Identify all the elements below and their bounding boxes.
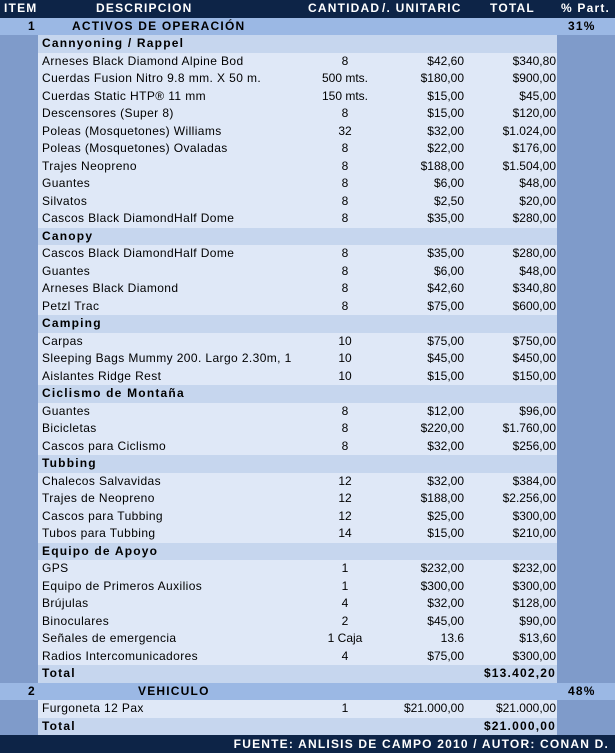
item-description: Silvatos — [42, 193, 88, 208]
group-name: Camping — [42, 316, 102, 330]
item-quantity: 4 — [341, 596, 349, 610]
row-margin — [557, 35, 615, 53]
item-description: Chalecos Salvavidas — [42, 473, 161, 488]
section-row — [0, 683, 615, 701]
item-description: Binoculares — [42, 613, 110, 628]
item-total: $210,00 — [512, 526, 556, 540]
item-quantity: 8 — [341, 263, 349, 278]
group-name: Equipo de Apoyo — [42, 543, 159, 558]
item-description: Carpas — [42, 333, 84, 348]
total-value: $13.402,20 — [483, 666, 556, 680]
row-margin — [0, 298, 38, 316]
item-quantity: 8 — [341, 176, 349, 190]
row-margin — [557, 315, 615, 333]
item-quantity: 500 mts. — [321, 71, 369, 85]
group-name: Ciclismo de Montaña — [42, 386, 185, 400]
table-row — [0, 245, 615, 263]
row-margin — [0, 210, 38, 228]
item-description: Trajes de Neopreno — [42, 491, 155, 505]
total-row — [0, 665, 615, 683]
row-margin — [557, 578, 615, 596]
item-total: $750,00 — [512, 333, 556, 348]
row-margin — [557, 123, 615, 141]
group-row — [0, 543, 615, 561]
total-label: Total — [42, 666, 76, 680]
item-total: $1.024,00 — [502, 123, 556, 138]
row-margin — [557, 298, 615, 316]
item-unit-price: $15,00 — [427, 106, 464, 120]
item-unit-price: $25,00 — [427, 508, 464, 523]
item-description: Poleas (Mosquetones) Ovaladas — [42, 141, 228, 155]
item-description: Equipo de Primeros Auxilios — [42, 578, 203, 593]
item-unit-price: $15,00 — [427, 526, 464, 540]
item-quantity: 1 — [341, 578, 349, 593]
row-margin — [557, 525, 615, 543]
item-quantity: 10 — [338, 351, 352, 365]
item-total: $450,00 — [512, 351, 556, 365]
row-margin — [557, 490, 615, 508]
table-row — [0, 280, 615, 298]
row-margin — [0, 88, 38, 106]
item-description: Furgoneta 12 Pax — [42, 701, 144, 715]
item-unit-price: $300,00 — [420, 578, 464, 593]
section-row — [0, 18, 615, 36]
row-margin — [0, 158, 38, 176]
item-unit-price: $45,00 — [427, 351, 464, 365]
row-margin — [0, 718, 38, 736]
row-margin — [0, 525, 38, 543]
item-description: Poleas (Mosquetones) Williams — [42, 123, 222, 138]
row-margin — [0, 245, 38, 263]
item-quantity: 32 — [338, 123, 352, 138]
item-quantity: 8 — [341, 281, 349, 295]
item-total: $232,00 — [512, 561, 556, 575]
group-row — [0, 228, 615, 246]
item-quantity: 8 — [341, 421, 349, 435]
item-unit-price: $15,00 — [427, 368, 464, 383]
row-margin — [0, 385, 38, 403]
table-row — [0, 333, 615, 351]
row-margin — [0, 455, 38, 473]
table-row — [0, 53, 615, 71]
row-margin — [0, 648, 38, 666]
row-margin — [557, 403, 615, 421]
item-unit-price: $35,00 — [427, 211, 464, 225]
item-description: Guantes — [42, 403, 91, 418]
item-total: $120,00 — [512, 106, 556, 120]
item-quantity: 8 — [341, 141, 349, 155]
item-total: $340,80 — [512, 53, 556, 68]
row-margin — [0, 70, 38, 88]
item-description: Cascos Black DiamondHalf Dome — [42, 246, 235, 260]
row-margin — [557, 88, 615, 106]
item-description: Cascos para Tubbing — [42, 508, 164, 523]
item-total: $96,00 — [519, 403, 556, 418]
row-margin — [0, 473, 38, 491]
table-row — [0, 700, 615, 718]
item-total: $48,00 — [519, 176, 556, 190]
row-margin — [557, 280, 615, 298]
section-title: ACTIVOS DE OPERACIÓN — [72, 18, 246, 33]
item-quantity: 10 — [338, 333, 352, 348]
item-quantity: 14 — [338, 526, 352, 540]
row-margin — [0, 543, 38, 561]
table-row — [0, 263, 615, 281]
item-description: Cuerdas Static HTP® 11 mm — [42, 88, 206, 103]
table-row — [0, 105, 615, 123]
item-unit-price: $32,00 — [427, 123, 464, 138]
row-margin — [0, 123, 38, 141]
row-margin — [0, 35, 38, 53]
row-margin — [0, 228, 38, 246]
item-total: $128,00 — [512, 596, 556, 610]
item-description: Brújulas — [42, 596, 89, 610]
total-label: Total — [42, 718, 76, 733]
table-row — [0, 140, 615, 158]
item-total: $256,00 — [512, 438, 556, 453]
item-quantity: 1 Caja — [327, 631, 363, 645]
item-description: Cascos Black DiamondHalf Dome — [42, 211, 235, 225]
table-row — [0, 630, 615, 648]
item-quantity: 12 — [338, 508, 352, 523]
row-margin — [557, 105, 615, 123]
row-margin — [0, 333, 38, 351]
item-unit-price: $2,50 — [433, 193, 464, 208]
item-description: Aislantes Ridge Rest — [42, 368, 162, 383]
table-row — [0, 350, 615, 368]
item-quantity: 8 — [341, 158, 349, 173]
row-margin — [0, 315, 38, 333]
table-row — [0, 175, 615, 193]
row-margin — [0, 350, 38, 368]
item-unit-price: $220,00 — [420, 421, 464, 435]
row-margin — [557, 648, 615, 666]
item-unit-price: $180,00 — [420, 71, 464, 85]
item-description: Guantes — [42, 176, 91, 190]
item-description: Tubos para Tubbing — [42, 526, 156, 540]
row-margin — [0, 403, 38, 421]
table-row — [0, 490, 615, 508]
item-description: Bicicletas — [42, 421, 97, 435]
table-row — [0, 193, 615, 211]
item-quantity: 10 — [338, 368, 352, 383]
table-header — [0, 0, 615, 18]
row-margin — [0, 613, 38, 631]
item-description: Petzl Trac — [42, 298, 100, 313]
item-total: $300,00 — [512, 578, 556, 593]
item-total: $340,80 — [512, 281, 556, 295]
table-row — [0, 525, 615, 543]
table-row — [0, 595, 615, 613]
item-quantity: 150 mts. — [321, 88, 369, 103]
group-row — [0, 455, 615, 473]
item-unit-price: $188,00 — [420, 158, 464, 173]
item-unit-price: $12,00 — [427, 403, 464, 418]
item-quantity: 8 — [341, 438, 349, 453]
group-row — [0, 385, 615, 403]
row-margin — [557, 158, 615, 176]
item-unit-price: $188,00 — [420, 491, 464, 505]
item-description: Arneses Black Diamond Alpine Bod — [42, 53, 244, 68]
header-total: TOTAL — [490, 1, 535, 15]
row-margin — [557, 228, 615, 246]
header-part: % Part. — [561, 1, 611, 15]
item-quantity: 1 — [341, 561, 349, 575]
source-note: FUENTE: ANLISIS DE CAMPO 2010 / AUTOR: CONAN D. — [233, 737, 609, 751]
item-description: Señales de emergencia — [42, 631, 177, 645]
row-margin — [557, 508, 615, 526]
section-part: 31% — [568, 18, 596, 33]
item-total: $900,00 — [512, 71, 556, 85]
item-total: $384,00 — [512, 473, 556, 488]
group-row — [0, 35, 615, 53]
row-margin — [0, 105, 38, 123]
row-margin — [557, 385, 615, 403]
row-margin — [0, 175, 38, 193]
item-description: Guantes — [42, 263, 91, 278]
item-total: $2.256,00 — [502, 491, 556, 505]
item-unit-price: $6,00 — [433, 263, 464, 278]
table-row — [0, 70, 615, 88]
row-margin — [0, 560, 38, 578]
group-name: Tubbing — [42, 456, 97, 470]
item-total: $300,00 — [512, 648, 556, 663]
item-description: GPS — [42, 561, 69, 575]
table-row — [0, 473, 615, 491]
row-margin — [557, 455, 615, 473]
row-margin — [557, 210, 615, 228]
table-footer — [0, 735, 615, 753]
row-margin — [0, 595, 38, 613]
item-unit-price: $75,00 — [427, 648, 464, 663]
header-descripcion: DESCRIPCION — [96, 1, 193, 15]
item-unit-price: 13.6 — [440, 631, 464, 645]
item-quantity: 8 — [341, 106, 349, 120]
row-margin — [0, 490, 38, 508]
item-total: $45,00 — [519, 88, 556, 103]
item-total: $1.760,00 — [502, 421, 556, 435]
item-total: $48,00 — [519, 263, 556, 278]
row-margin — [0, 280, 38, 298]
row-margin — [0, 630, 38, 648]
item-unit-price: $45,00 — [427, 613, 464, 628]
item-unit-price: $35,00 — [427, 246, 464, 260]
row-margin — [557, 665, 615, 683]
row-margin — [557, 630, 615, 648]
table-row — [0, 648, 615, 666]
item-quantity: 12 — [338, 473, 352, 488]
item-description: Cascos para Ciclismo — [42, 438, 167, 453]
total-value: $21.000,00 — [483, 718, 556, 733]
table-row — [0, 158, 615, 176]
table-row — [0, 613, 615, 631]
row-margin — [0, 665, 38, 683]
table-row — [0, 438, 615, 456]
group-name: Cannyoning / Rappel — [42, 36, 185, 50]
row-margin — [557, 613, 615, 631]
row-margin — [557, 70, 615, 88]
item-unit-price: $15,00 — [427, 88, 464, 103]
row-margin — [557, 368, 615, 386]
row-margin — [0, 263, 38, 281]
item-quantity: 4 — [341, 648, 349, 663]
table-row — [0, 508, 615, 526]
row-margin — [0, 578, 38, 596]
header-item: ITEM — [4, 1, 38, 15]
row-margin — [557, 175, 615, 193]
header-cantidad: CANTIDAD — [308, 1, 381, 15]
item-total: $280,00 — [512, 211, 556, 225]
table-row — [0, 368, 615, 386]
table-row — [0, 298, 615, 316]
section-number: 1 — [28, 18, 36, 33]
item-quantity: 8 — [341, 193, 349, 208]
table-row — [0, 210, 615, 228]
section-number: 2 — [28, 683, 36, 698]
item-unit-price: $32,00 — [427, 596, 464, 610]
group-row — [0, 315, 615, 333]
item-total: $21.000,00 — [495, 701, 556, 715]
table-row — [0, 123, 615, 141]
header-unitario: /. UNITARIC — [382, 1, 462, 15]
item-unit-price: $22,00 — [427, 141, 464, 155]
row-margin — [557, 333, 615, 351]
row-margin — [557, 245, 615, 263]
item-unit-price: $232,00 — [420, 561, 464, 575]
item-total: $150,00 — [512, 368, 556, 383]
row-margin — [557, 350, 615, 368]
table-row — [0, 578, 615, 596]
item-description: Descensores (Super 8) — [42, 106, 174, 120]
table-row — [0, 403, 615, 421]
item-total: $280,00 — [512, 246, 556, 260]
item-unit-price: $6,00 — [433, 176, 464, 190]
row-margin — [557, 473, 615, 491]
item-unit-price: $32,00 — [427, 473, 464, 488]
row-margin — [557, 718, 615, 736]
total-row — [0, 718, 615, 736]
item-total: $176,00 — [512, 141, 556, 155]
row-margin — [557, 438, 615, 456]
item-description: Arneses Black Diamond — [42, 281, 179, 295]
item-quantity: 8 — [341, 246, 349, 260]
item-total: $13,60 — [519, 631, 556, 645]
item-total: $300,00 — [512, 508, 556, 523]
row-margin — [557, 595, 615, 613]
item-unit-price: $75,00 — [427, 333, 464, 348]
row-margin — [557, 560, 615, 578]
row-margin — [557, 263, 615, 281]
item-total: $20,00 — [519, 193, 556, 208]
item-description: Trajes Neopreno — [42, 158, 137, 173]
item-quantity: 2 — [341, 613, 349, 628]
row-margin — [0, 420, 38, 438]
item-total: $1.504,00 — [502, 158, 556, 173]
row-margin — [0, 438, 38, 456]
item-description: Sleeping Bags Mummy 200. Largo 2.30m, 1 — [42, 351, 292, 365]
row-margin — [0, 140, 38, 158]
row-margin — [557, 543, 615, 561]
item-unit-price: $32,00 — [427, 438, 464, 453]
table-row — [0, 88, 615, 106]
item-unit-price: $42,60 — [427, 53, 464, 68]
item-quantity: 12 — [338, 491, 352, 505]
section-part: 48% — [568, 683, 596, 698]
table-row — [0, 560, 615, 578]
row-margin — [557, 193, 615, 211]
item-quantity: 8 — [341, 53, 349, 68]
item-description: Cuerdas Fusion Nitro 9.8 mm. X 50 m. — [42, 71, 262, 85]
row-margin — [557, 700, 615, 718]
item-unit-price: $42,60 — [427, 281, 464, 295]
item-unit-price: $75,00 — [427, 298, 464, 313]
row-margin — [0, 193, 38, 211]
item-quantity: 8 — [341, 403, 349, 418]
row-margin — [557, 420, 615, 438]
row-margin — [0, 368, 38, 386]
row-margin — [0, 53, 38, 71]
group-name: Canopy — [42, 228, 94, 243]
table-row — [0, 420, 615, 438]
section-title: VEHICULO — [138, 683, 210, 698]
item-unit-price: $21.000,00 — [403, 701, 464, 715]
item-quantity: 8 — [341, 211, 349, 225]
item-total: $90,00 — [519, 613, 556, 628]
item-total: $600,00 — [512, 298, 556, 313]
row-margin — [557, 140, 615, 158]
row-margin — [0, 700, 38, 718]
item-description: Radios Intercomunicadores — [42, 648, 199, 663]
row-margin — [0, 508, 38, 526]
item-quantity: 8 — [341, 298, 349, 313]
row-margin — [557, 53, 615, 71]
item-quantity: 1 — [341, 701, 349, 715]
